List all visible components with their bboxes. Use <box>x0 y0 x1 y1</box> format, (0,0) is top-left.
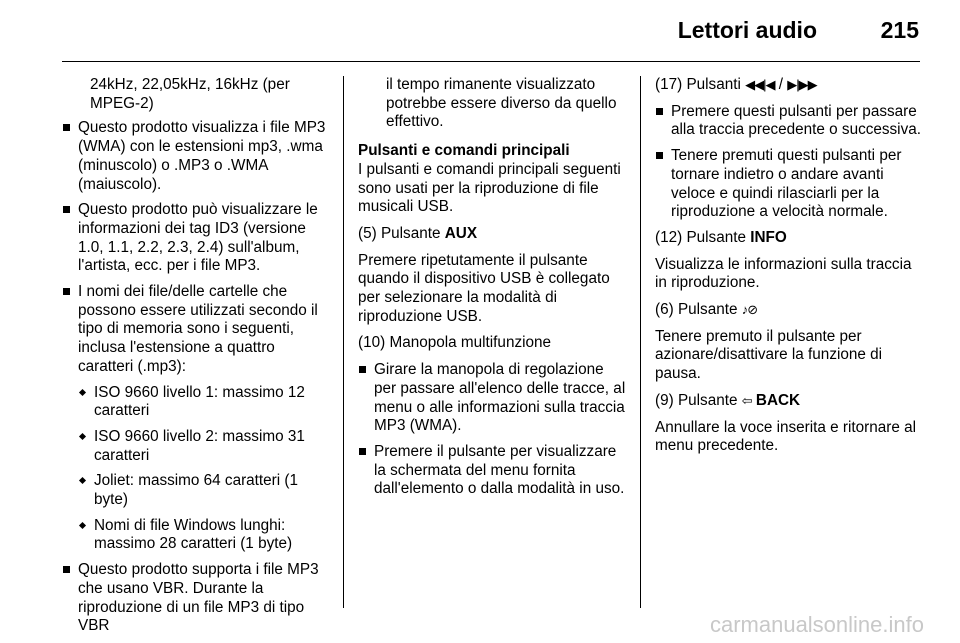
continued-text: il tempo rimanente visualizzato potrebbe essere diverso da quello effettivo. <box>386 76 617 131</box>
bullet-item: Tenere premuti questi pulsanti per tornare indietro o andare avanti veloce e quindi rilasciarli per la riproduzione a velocità normale. <box>655 147 925 222</box>
bullet-item: Girare la manopola di regolazione per passare all'elenco delle tracce, al menu o alle informazioni sulla traccia MP3 (WMA). <box>358 361 628 436</box>
sub-bullet-item: ISO 9660 livello 2: massimo 31 caratteri <box>62 428 330 465</box>
column-divider-1 <box>343 76 344 608</box>
column-divider-2 <box>640 76 641 608</box>
back-key: BACK <box>755 391 801 409</box>
section-title: Lettori audio <box>677 17 817 43</box>
back-button-title: (9) Pulsante ⇦ BACK <box>655 391 801 409</box>
intro-text: I pulsanti e comandi principali seguenti sono usati per la riproduzione di file musicali USB. <box>358 160 621 216</box>
section-heading: Pulsanti e comandi principali <box>358 142 570 160</box>
bullet-item: Questo prodotto può visualizzare le informazioni dei tag ID3 (versione 1.0, 1.1, 2.2, 2.3, 2.4) sull'album, l'artista, ecc. per i file MP3. <box>62 201 330 276</box>
seek-back-icon: ◀◀|◀ <box>745 77 775 92</box>
info-description: Visualizza le informazioni sulla traccia in riproduzione. <box>655 255 912 292</box>
sub-bullet-item: Joliet: massimo 64 caratteri (1 byte) <box>62 472 330 509</box>
back-description: Annullare la voce inserita e ritornare al menu precedente. <box>655 418 917 455</box>
pause-description: Tenere premuto il pulsante per azionare/disattivare la funzione di pausa. <box>655 327 883 383</box>
info-key: INFO <box>750 228 787 246</box>
bullet-item: I nomi dei file/delle cartelle che possono essere utilizzati secondo il tipo di memoria sono i seguenti, inclusa l'estensione a quattro caratteri (.mp3): <box>62 283 330 377</box>
bullet-item: Questo prodotto supporta i file MP3 che usano VBR. Durante la riproduzione di un file MP3 di tipo VBR <box>62 561 330 636</box>
knob-title: (10) Manopola multifunzione <box>358 334 552 352</box>
column-1 <box>62 76 330 643</box>
aux-key: AUX <box>444 224 478 242</box>
column-2 <box>358 76 628 506</box>
aux-button-title: (5) Pulsante AUX <box>358 224 478 242</box>
page-header <box>0 0 960 62</box>
bullet-item: Questo prodotto visualizza i file MP3 (WMA) con le estensioni mp3, .wma (minuscolo) o .MP3 o .WMA (maiuscolo). <box>62 119 330 194</box>
bullet-item: Premere questi pulsanti per passare alla traccia precedente o successiva. <box>655 103 925 140</box>
column-3 <box>655 76 925 464</box>
mute-pause-icon: ♪⊘ <box>741 302 758 318</box>
page-number: 215 <box>880 17 919 43</box>
sub-bullet-item: ISO 9660 livello 1: massimo 12 caratteri <box>62 384 330 421</box>
info-button-title: (12) Pulsante INFO <box>655 228 787 246</box>
aux-description: Premere ripetutamente il pulsante quando il dispositivo USB è collegato per selezionare la modalità di riproduzione USB. <box>358 251 610 325</box>
seek-buttons-title: (17) Pulsanti ◀◀|◀ / ▶|▶▶ <box>655 76 817 93</box>
continued-text: 24kHz, 22,05kHz, 16kHz (per MPEG-2) <box>90 76 290 112</box>
seek-forward-icon: ▶|▶▶ <box>787 77 817 92</box>
sub-bullet-item: Nomi di file Windows lunghi: massimo 28 caratteri (1 byte) <box>62 517 330 554</box>
back-arrow-icon: ⇦ <box>741 392 752 408</box>
bullet-item: Premere il pulsante per visualizzare la schermata del menu fornita dall'elemento o dalla modalità in uso. <box>358 443 628 499</box>
pause-button-title: (6) Pulsante ♪⊘ <box>655 301 758 319</box>
watermark: carmanualsonline.info <box>709 612 924 637</box>
header-divider <box>62 61 920 62</box>
